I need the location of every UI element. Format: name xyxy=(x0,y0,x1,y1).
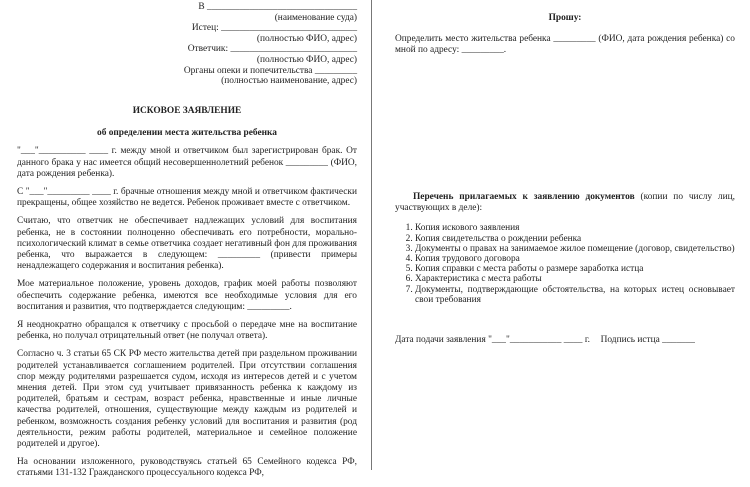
paragraph: "___"__________ ____ г. между мной и ответчиком был зарегистрирован брак. От данного брака у нас имеется общий несовершеннолетний ребенок _________ (ФИО, дата рождения ребенка). xyxy=(17,146,357,179)
paragraph: Считаю, что ответчик не обеспечивает надлежащих условий для воспитания ребенка, не в состоянии полноценно обеспечивать его потребности, морально-психологический климат в семье ответчика создает негативный фон для проживания ребенка, что выражается в следующем: _________ (привести примеры ненадлежащего содержания и воспитания ребенка). xyxy=(17,216,357,272)
court-caption: (наименование суда) xyxy=(274,12,357,23)
attachments-heading: Перечень прилагаемых к заявлению документов (копии по числу лиц, участвующих в деле): xyxy=(395,192,735,214)
guardianship-field: Органы опеки и попечительства _________ xyxy=(183,65,357,76)
plaintiff-caption: (полностью ФИО, адрес) xyxy=(256,33,357,44)
list-item: 6. Характеристика с места работы xyxy=(415,274,735,284)
filing-date: Дата подачи заявления "___"___________ ____ г. xyxy=(395,335,590,346)
list-item: 5. Копия справки с места работы о размере заработка истца xyxy=(415,264,735,274)
attachments-list xyxy=(395,223,735,305)
paragraph: Согласно ч. 3 статьи 65 СК РФ место жительства детей при раздельном проживании родителей устанавливается соглашением родителей. При отсутствии соглашения спор между родителями разрешается судом, исходя из интересов детей и с учетом мнения детей. При этом суд учитывает привязанность ребенка к каждому из родителей, братьям и сестрам, возраст ребенка, нравственные и иные личные качества родителей, отношения, существующие между каждым из родителей и ребенком, возможность создания ребенку условий для воспитания и развития (род деятельности, режим работы родителей, материальное и семейное положение родителей и другое). xyxy=(17,349,357,450)
paragraph: Я неоднократно обращался к ответчику с просьбой о передаче мне на воспитание ребенка, но получал отрицательный ответ (не получал ответа). xyxy=(17,320,357,342)
plaintiff-signature: Подпись истца _______ xyxy=(600,335,695,346)
document-title: ИСКОВОЕ ЗАЯВЛЕНИЕ xyxy=(132,106,242,116)
list-item: 3. Документы о правах на занимаемое жилое помещение (договор, свидетельство) xyxy=(415,244,735,254)
signature-row xyxy=(395,335,695,346)
attachments-section xyxy=(395,192,735,346)
defendant-field: Ответчик: ___________________________ xyxy=(187,44,357,55)
list-item: 2. Копия свидетельства о рождении ребенка xyxy=(415,234,735,244)
paragraph: С "___"_________ ____ г. брачные отношения между мной и ответчиком фактически прекращены, общее хозяйство не ведется. Ребенок проживает вместе с ответчиком. xyxy=(17,187,357,209)
request-text: Определить место жительства ребенка _________ (ФИО, дата рождения ребенка) со мной по адресу: _________. xyxy=(395,34,735,56)
request-title: Прошу: xyxy=(548,13,582,23)
claim-header xyxy=(184,2,357,87)
plaintiff-field: Истец: _____________________________ xyxy=(191,23,357,34)
claim-body xyxy=(17,106,357,487)
list-item: 4. Копия трудового договора xyxy=(415,254,735,264)
paragraph: Мое материальное положение, уровень доходов, график моей работы позволяют обеспечить содержание ребенка, имеются все необходимые условия для его воспитания и развития, что подтверждается следующим: _________. xyxy=(17,279,357,312)
list-item: 1. Копия искового заявления xyxy=(415,223,735,233)
guardianship-caption: (полностью наименование, адрес) xyxy=(221,76,357,87)
list-item: 7. Документы, подтверждающие обстоятельства, на которых истец основывает свои требования xyxy=(415,285,735,305)
request-section xyxy=(395,13,735,64)
claim-page-2 xyxy=(373,0,750,470)
defendant-caption: (полностью ФИО, адрес) xyxy=(256,54,357,65)
court-field: В ________________________________ xyxy=(198,2,357,12)
document-subtitle: об определении места жительства ребенка xyxy=(97,128,277,139)
paragraph: На основании изложенного, руководствуясь статьей 65 Семейного кодекса РФ, статьями 131-132 Гражданского процессуального кодекса РФ, xyxy=(17,457,357,479)
claim-page-1 xyxy=(0,0,372,479)
